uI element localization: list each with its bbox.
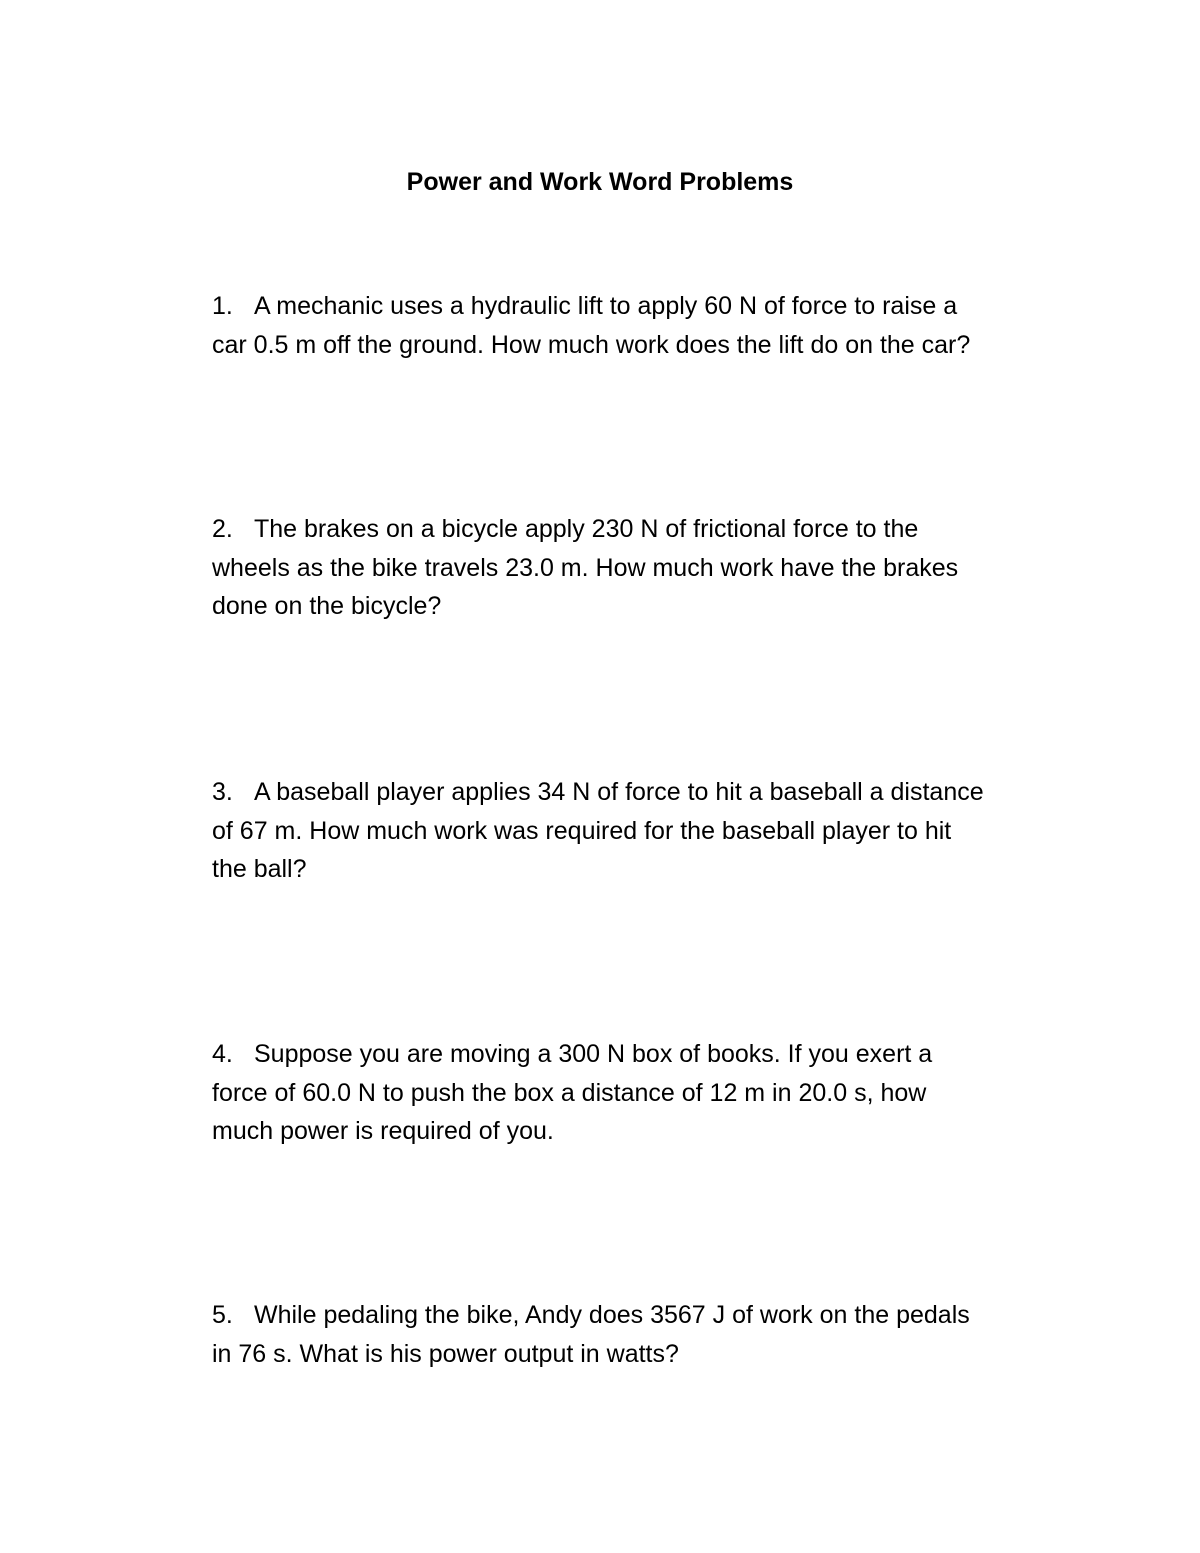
problem-line [212, 510, 1082, 549]
problem-3 [212, 773, 1082, 889]
problem-text: A mechanic uses a hydraulic lift to apply 60 N of force to raise a [254, 292, 958, 320]
problem-line: of 67 m. How much work was required for the baseball player to hit [212, 816, 952, 845]
problem-4 [212, 1035, 1082, 1151]
problem-2 [212, 510, 1082, 626]
problem-number: 1. [212, 292, 233, 320]
problem-text: The brakes on a bicycle apply 230 N of frictional force to the [254, 515, 919, 543]
problem-line: much power is required of you. [212, 1117, 554, 1145]
problem-line: done on the bicycle? [212, 592, 442, 620]
problem-line [212, 1296, 1082, 1335]
problem-1 [212, 287, 1082, 364]
problem-line: wheels as the bike travels 23.0 m. How much work have the brakes [212, 553, 959, 582]
problem-line [212, 287, 1082, 326]
problem-number: 4. [212, 1040, 233, 1068]
problem-5 [212, 1296, 1082, 1373]
problem-number: 5. [212, 1301, 233, 1329]
problem-line: in 76 s. What is his power output in watts? [212, 1339, 679, 1368]
problem-line: car 0.5 m off the ground. How much work does the lift do on the car? [212, 330, 971, 359]
problem-text: A baseball player applies 34 N of force to hit a baseball a distance [254, 778, 984, 806]
problem-number: 2. [212, 515, 233, 543]
problem-line [212, 773, 1082, 812]
problem-line: force of 60.0 N to push the box a distance of 12 m in 20.0 s, how [212, 1078, 927, 1107]
page-title: Power and Work Word Problems [406, 168, 794, 196]
problem-text: Suppose you are moving a 300 N box of books. If you exert a [254, 1040, 933, 1068]
problem-line: the ball? [212, 855, 307, 883]
problem-text: While pedaling the bike, Andy does 3567 J of work on the pedals [254, 1301, 970, 1329]
problem-line [212, 1035, 1082, 1074]
problem-number: 3. [212, 778, 233, 806]
